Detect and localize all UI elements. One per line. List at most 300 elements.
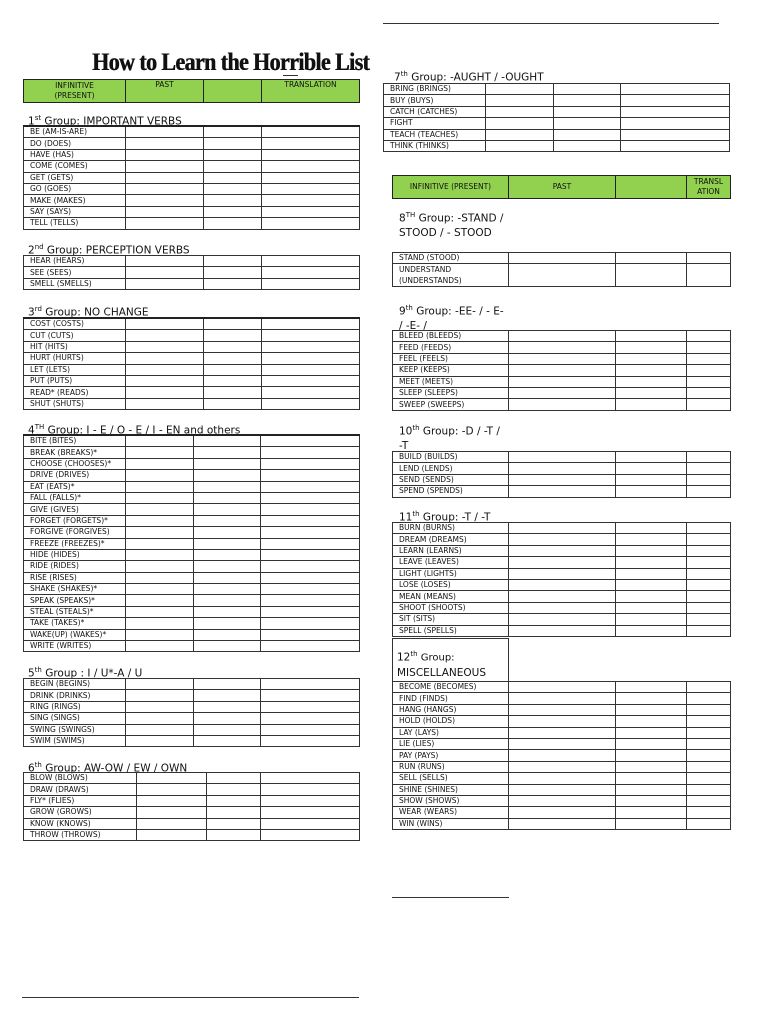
past-cell[interactable]	[126, 724, 194, 735]
translation-cell[interactable]	[262, 149, 360, 160]
past-cell[interactable]	[509, 376, 616, 387]
translation-cell[interactable]	[687, 331, 731, 342]
past-cell[interactable]	[509, 264, 616, 287]
past-cell[interactable]	[616, 602, 687, 613]
past-cell[interactable]	[509, 463, 616, 474]
translation-cell[interactable]	[687, 545, 731, 556]
past-cell[interactable]	[616, 693, 687, 704]
past-cell[interactable]	[126, 458, 194, 469]
verb-infinitive: TEACH (TEACHES)	[384, 129, 486, 140]
translation-cell[interactable]	[687, 557, 731, 568]
translation-cell[interactable]	[687, 568, 731, 579]
past-cell[interactable]	[509, 365, 616, 376]
translation-cell[interactable]	[687, 727, 731, 738]
past-cell[interactable]	[194, 618, 261, 629]
past-cell[interactable]	[126, 172, 204, 183]
past-cell[interactable]	[486, 95, 554, 106]
past-cell[interactable]	[509, 682, 616, 693]
past-cell[interactable]	[616, 727, 687, 738]
past-cell[interactable]	[509, 568, 616, 579]
past-cell[interactable]	[126, 206, 204, 217]
translation-cell[interactable]	[262, 161, 360, 172]
translation-cell[interactable]	[262, 278, 360, 289]
translation-cell[interactable]	[261, 538, 360, 549]
past-cell[interactable]	[137, 829, 207, 840]
past-cell[interactable]	[616, 545, 687, 556]
past-cell[interactable]	[616, 591, 687, 602]
past-cell[interactable]	[509, 452, 616, 463]
past-cell[interactable]	[194, 492, 261, 503]
past-cell[interactable]	[204, 206, 262, 217]
past-cell[interactable]	[126, 606, 194, 617]
table-row	[24, 618, 360, 629]
translation-cell[interactable]	[687, 365, 731, 376]
translation-cell[interactable]	[261, 629, 360, 640]
past-cell[interactable]	[126, 515, 194, 526]
past-cell[interactable]	[509, 818, 616, 829]
translation-cell[interactable]	[262, 195, 360, 206]
table-row	[393, 682, 731, 693]
past-cell[interactable]	[204, 318, 262, 330]
past-cell[interactable]	[194, 713, 261, 724]
translation-cell[interactable]	[261, 561, 360, 572]
translation-cell[interactable]	[687, 474, 731, 485]
past-cell[interactable]	[616, 486, 687, 497]
past-cell[interactable]	[616, 523, 687, 534]
past-cell[interactable]	[204, 375, 262, 386]
past-cell[interactable]	[126, 195, 204, 206]
translation-cell[interactable]	[621, 106, 730, 117]
past-cell[interactable]	[126, 584, 194, 595]
translation-cell[interactable]	[687, 602, 731, 613]
past-cell[interactable]	[616, 387, 687, 398]
past-cell[interactable]	[509, 353, 616, 364]
past-cell[interactable]	[616, 795, 687, 806]
translation-cell[interactable]	[262, 387, 360, 398]
past-cell[interactable]	[204, 256, 262, 267]
past-cell[interactable]	[509, 807, 616, 818]
translation-cell[interactable]	[261, 641, 360, 652]
translation-cell[interactable]	[262, 256, 360, 267]
translation-cell[interactable]	[687, 452, 731, 463]
past-cell[interactable]	[509, 253, 616, 264]
past-cell[interactable]	[554, 118, 621, 129]
past-cell[interactable]	[194, 538, 261, 549]
past-cell[interactable]	[616, 331, 687, 342]
table-row	[384, 84, 730, 95]
past-cell[interactable]	[509, 784, 616, 795]
past-cell[interactable]	[194, 724, 261, 735]
past-cell[interactable]	[509, 523, 616, 534]
past-cell[interactable]	[616, 625, 687, 636]
translation-cell[interactable]	[262, 330, 360, 341]
past-cell[interactable]	[509, 545, 616, 556]
past-cell[interactable]	[194, 572, 261, 583]
past-cell[interactable]	[616, 365, 687, 376]
past-cell[interactable]	[207, 795, 261, 806]
past-cell[interactable]	[509, 693, 616, 704]
verb-infinitive: HIT (HITS)	[24, 341, 126, 352]
past-cell[interactable]	[126, 183, 204, 194]
past-cell[interactable]	[137, 795, 207, 806]
past-cell[interactable]	[616, 557, 687, 568]
translation-cell[interactable]	[262, 218, 360, 229]
past-cell[interactable]	[486, 106, 554, 117]
past-cell[interactable]	[126, 138, 204, 149]
past-cell[interactable]	[616, 264, 687, 287]
past-cell[interactable]	[126, 561, 194, 572]
past-cell[interactable]	[509, 331, 616, 342]
translation-cell[interactable]	[621, 129, 730, 140]
past-cell[interactable]	[204, 138, 262, 149]
past-cell[interactable]	[137, 784, 207, 795]
past-cell[interactable]	[486, 140, 554, 151]
translation-cell[interactable]	[687, 579, 731, 590]
past-cell[interactable]	[126, 538, 194, 549]
translation-cell[interactable]	[261, 504, 360, 515]
past-cell[interactable]	[126, 690, 194, 701]
past-cell[interactable]	[194, 435, 261, 447]
translation-cell[interactable]	[687, 693, 731, 704]
translation-cell[interactable]	[687, 591, 731, 602]
translation-cell[interactable]	[262, 267, 360, 278]
past-cell[interactable]	[126, 126, 204, 138]
translation-cell[interactable]	[261, 572, 360, 583]
translation-cell[interactable]	[262, 364, 360, 375]
past-cell[interactable]	[126, 572, 194, 583]
past-cell[interactable]	[509, 486, 616, 497]
past-cell[interactable]	[194, 470, 261, 481]
past-cell[interactable]	[509, 795, 616, 806]
past-cell[interactable]	[509, 602, 616, 613]
translation-cell[interactable]	[687, 486, 731, 497]
past-cell[interactable]	[207, 829, 261, 840]
past-cell[interactable]	[194, 584, 261, 595]
translation-cell[interactable]	[687, 399, 731, 410]
past-cell[interactable]	[126, 256, 204, 267]
past-cell[interactable]	[616, 253, 687, 264]
past-cell[interactable]	[126, 504, 194, 515]
past-cell[interactable]	[509, 738, 616, 749]
past-cell[interactable]	[194, 458, 261, 469]
translation-cell[interactable]	[687, 387, 731, 398]
translation-cell[interactable]	[261, 807, 360, 818]
past-cell[interactable]	[616, 682, 687, 693]
past-cell[interactable]	[616, 818, 687, 829]
translation-cell[interactable]	[621, 95, 730, 106]
past-cell[interactable]	[616, 807, 687, 818]
past-cell[interactable]	[509, 591, 616, 602]
past-cell[interactable]	[616, 568, 687, 579]
past-cell[interactable]	[207, 784, 261, 795]
table-row	[393, 625, 731, 636]
verb-infinitive: SPELL (SPELLS)	[393, 625, 509, 636]
verb-infinitive: FIGHT	[384, 118, 486, 129]
past-cell[interactable]	[509, 773, 616, 784]
translation-cell[interactable]	[261, 829, 360, 840]
translation-cell[interactable]	[261, 606, 360, 617]
translation-cell[interactable]	[687, 738, 731, 749]
past-cell[interactable]	[126, 267, 204, 278]
translation-cell[interactable]	[261, 435, 360, 447]
past-cell[interactable]	[554, 106, 621, 117]
translation-cell[interactable]	[262, 138, 360, 149]
translation-cell[interactable]	[687, 463, 731, 474]
past-cell[interactable]	[194, 690, 261, 701]
past-cell[interactable]	[204, 183, 262, 194]
past-cell[interactable]	[194, 641, 261, 652]
past-cell[interactable]	[616, 579, 687, 590]
past-cell[interactable]	[204, 195, 262, 206]
translation-cell[interactable]	[687, 253, 731, 264]
translation-cell[interactable]	[687, 750, 731, 761]
translation-cell[interactable]	[262, 318, 360, 330]
past-cell[interactable]	[616, 353, 687, 364]
past-cell[interactable]	[194, 515, 261, 526]
past-cell[interactable]	[126, 161, 204, 172]
past-cell[interactable]	[126, 470, 194, 481]
past-cell[interactable]	[509, 704, 616, 715]
translation-cell[interactable]	[621, 140, 730, 151]
past-cell[interactable]	[126, 375, 204, 386]
past-cell[interactable]	[194, 606, 261, 617]
group-11-heading: 11th Group: -T / -T	[399, 510, 491, 524]
group-8-table	[392, 252, 731, 287]
past-cell[interactable]	[616, 376, 687, 387]
past-cell[interactable]	[204, 341, 262, 352]
past-cell[interactable]	[126, 492, 194, 503]
past-cell[interactable]	[616, 614, 687, 625]
table-row	[24, 795, 360, 806]
past-cell[interactable]	[126, 149, 204, 160]
translation-cell[interactable]	[687, 704, 731, 715]
past-cell[interactable]	[486, 84, 554, 95]
translation-cell[interactable]	[261, 773, 360, 784]
past-cell[interactable]	[137, 773, 207, 784]
past-cell[interactable]	[509, 750, 616, 761]
translation-cell[interactable]	[262, 172, 360, 183]
past-cell[interactable]	[204, 398, 262, 409]
past-cell[interactable]	[126, 364, 204, 375]
verb-infinitive: LEAVE (LEAVES)	[393, 557, 509, 568]
past-cell[interactable]	[207, 818, 261, 829]
past-cell[interactable]	[509, 557, 616, 568]
past-cell[interactable]	[509, 474, 616, 485]
translation-cell[interactable]	[262, 341, 360, 352]
translation-cell[interactable]	[261, 470, 360, 481]
past-cell[interactable]	[194, 561, 261, 572]
translation-cell[interactable]	[687, 376, 731, 387]
past-cell[interactable]	[509, 625, 616, 636]
past-cell[interactable]	[616, 716, 687, 727]
past-cell[interactable]	[616, 704, 687, 715]
past-cell[interactable]	[616, 342, 687, 353]
past-cell[interactable]	[509, 727, 616, 738]
past-cell[interactable]	[616, 474, 687, 485]
past-cell[interactable]	[126, 701, 194, 712]
past-cell[interactable]	[486, 118, 554, 129]
past-cell[interactable]	[207, 773, 261, 784]
past-cell[interactable]	[126, 398, 204, 409]
past-cell[interactable]	[616, 399, 687, 410]
translation-cell[interactable]	[687, 818, 731, 829]
translation-cell[interactable]	[687, 807, 731, 818]
past-cell[interactable]	[616, 534, 687, 545]
group-1-table	[23, 125, 360, 230]
translation-cell[interactable]	[262, 398, 360, 409]
translation-cell[interactable]	[261, 447, 360, 458]
past-cell[interactable]	[509, 534, 616, 545]
translation-cell[interactable]	[261, 515, 360, 526]
past-cell[interactable]	[126, 387, 204, 398]
past-cell[interactable]	[486, 129, 554, 140]
group-3-table	[23, 317, 360, 410]
past-cell[interactable]	[126, 341, 204, 352]
translation-cell[interactable]	[262, 126, 360, 138]
past-cell[interactable]	[509, 614, 616, 625]
translation-cell[interactable]	[687, 716, 731, 727]
translation-cell[interactable]	[261, 492, 360, 503]
translation-cell[interactable]	[687, 773, 731, 784]
table-row	[384, 106, 730, 117]
past-cell[interactable]	[616, 773, 687, 784]
past-cell[interactable]	[204, 278, 262, 289]
translation-cell[interactable]	[687, 625, 731, 636]
translation-cell[interactable]	[261, 549, 360, 560]
past-cell[interactable]	[204, 218, 262, 229]
past-cell[interactable]	[616, 761, 687, 772]
past-cell[interactable]	[194, 679, 261, 690]
past-cell[interactable]	[126, 629, 194, 640]
past-cell[interactable]	[616, 784, 687, 795]
past-cell[interactable]	[126, 549, 194, 560]
past-cell[interactable]	[126, 618, 194, 629]
past-cell[interactable]	[194, 701, 261, 712]
past-cell[interactable]	[194, 735, 261, 746]
past-cell[interactable]	[126, 447, 194, 458]
past-cell[interactable]	[126, 318, 204, 330]
past-cell[interactable]	[554, 95, 621, 106]
past-cell[interactable]	[509, 716, 616, 727]
translation-cell[interactable]	[261, 713, 360, 724]
translation-cell[interactable]	[687, 614, 731, 625]
translation-cell[interactable]	[261, 584, 360, 595]
past-cell[interactable]	[509, 579, 616, 590]
past-cell[interactable]	[204, 353, 262, 364]
table-row	[393, 353, 731, 364]
translation-cell[interactable]	[262, 206, 360, 217]
past-cell[interactable]	[509, 761, 616, 772]
past-cell[interactable]	[194, 595, 261, 606]
table-row	[24, 515, 360, 526]
past-cell[interactable]	[194, 481, 261, 492]
past-cell[interactable]	[204, 149, 262, 160]
past-cell[interactable]	[137, 807, 207, 818]
past-cell[interactable]	[126, 527, 194, 538]
translation-cell[interactable]	[687, 264, 731, 287]
past-cell[interactable]	[126, 713, 194, 724]
past-cell[interactable]	[126, 435, 194, 447]
past-cell[interactable]	[554, 140, 621, 151]
past-cell[interactable]	[509, 387, 616, 398]
translation-cell[interactable]	[621, 118, 730, 129]
translation-cell[interactable]	[261, 701, 360, 712]
translation-cell[interactable]	[261, 724, 360, 735]
past-cell[interactable]	[204, 387, 262, 398]
past-cell[interactable]	[126, 679, 194, 690]
translation-cell[interactable]	[262, 353, 360, 364]
verb-infinitive: KEEP (KEEPS)	[393, 365, 509, 376]
past-cell[interactable]	[204, 267, 262, 278]
past-cell[interactable]	[554, 84, 621, 95]
past-cell[interactable]	[204, 172, 262, 183]
translation-cell[interactable]	[261, 784, 360, 795]
past-cell[interactable]	[126, 330, 204, 341]
past-cell[interactable]	[204, 126, 262, 138]
translation-cell[interactable]	[261, 690, 360, 701]
translation-cell[interactable]	[687, 784, 731, 795]
past-cell[interactable]	[204, 161, 262, 172]
translation-cell[interactable]	[261, 458, 360, 469]
translation-cell[interactable]	[262, 375, 360, 386]
past-cell[interactable]	[194, 527, 261, 538]
verb-infinitive: FORGIVE (FORGIVES)	[24, 527, 126, 538]
translation-cell[interactable]	[261, 735, 360, 746]
translation-cell[interactable]	[687, 523, 731, 534]
past-cell[interactable]	[509, 342, 616, 353]
past-cell[interactable]	[194, 549, 261, 560]
past-cell[interactable]	[204, 364, 262, 375]
verb-infinitive: MEET (MEETS)	[393, 376, 509, 387]
past-cell[interactable]	[126, 218, 204, 229]
past-cell[interactable]	[616, 452, 687, 463]
past-cell[interactable]	[126, 641, 194, 652]
past-cell[interactable]	[616, 750, 687, 761]
translation-cell[interactable]	[687, 682, 731, 693]
past-cell[interactable]	[126, 481, 194, 492]
past-cell[interactable]	[509, 399, 616, 410]
translation-cell[interactable]	[621, 84, 730, 95]
past-cell[interactable]	[194, 504, 261, 515]
translation-cell[interactable]	[687, 534, 731, 545]
translation-cell[interactable]	[261, 595, 360, 606]
past-cell[interactable]	[126, 735, 194, 746]
past-cell[interactable]	[554, 129, 621, 140]
past-cell[interactable]	[207, 807, 261, 818]
translation-cell[interactable]	[261, 818, 360, 829]
past-cell[interactable]	[194, 629, 261, 640]
translation-cell[interactable]	[262, 183, 360, 194]
past-cell[interactable]	[126, 353, 204, 364]
translation-cell[interactable]	[261, 481, 360, 492]
past-cell[interactable]	[204, 330, 262, 341]
past-cell[interactable]	[126, 595, 194, 606]
past-cell[interactable]	[126, 278, 204, 289]
translation-cell[interactable]	[261, 618, 360, 629]
translation-cell[interactable]	[687, 342, 731, 353]
translation-cell[interactable]	[261, 795, 360, 806]
past-cell[interactable]	[616, 738, 687, 749]
translation-cell[interactable]	[261, 527, 360, 538]
table-row	[393, 523, 731, 534]
past-cell[interactable]	[616, 463, 687, 474]
past-cell[interactable]	[194, 447, 261, 458]
translation-cell[interactable]	[687, 761, 731, 772]
past-cell[interactable]	[137, 818, 207, 829]
translation-cell[interactable]	[261, 679, 360, 690]
translation-cell[interactable]	[687, 795, 731, 806]
translation-cell[interactable]	[687, 353, 731, 364]
